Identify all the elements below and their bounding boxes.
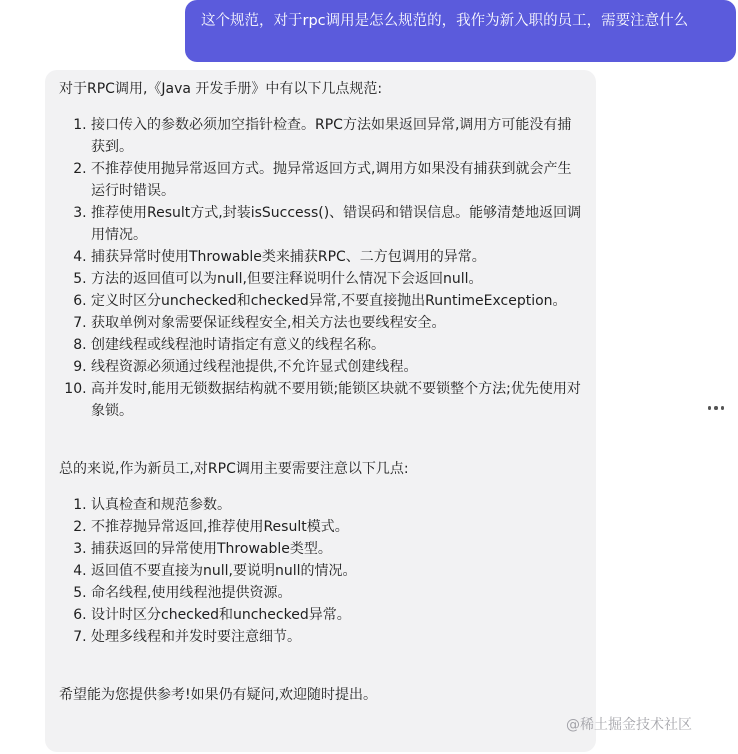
tip-item: 4. 返回值不要直接为null,要说明null的情况。 <box>91 560 582 582</box>
more-dot-icon <box>721 406 725 410</box>
tip-item: 2. 不推荐抛异常返回,推荐使用Result模式。 <box>91 516 582 538</box>
tip-item: 5. 命名线程,使用线程池提供资源。 <box>91 582 582 604</box>
user-message-bubble <box>185 0 736 62</box>
tips-list <box>59 494 582 648</box>
assistant-closing: 希望能为您提供参考!如果仍有疑问,欢迎随时提出。 <box>59 687 378 703</box>
rules-list <box>59 114 582 422</box>
rule-item: 3. 推荐使用Result方式,封装isSuccess()、错误码和错误信息。能够清楚地返回调用情况。 <box>91 202 582 246</box>
assistant-summary: 总的来说,作为新员工,对RPC调用主要需要注意以下几点: <box>59 461 409 477</box>
rule-item: 4. 捕获异常时使用Throwable类来捕获RPC、二方包调用的异常。 <box>91 246 582 268</box>
more-dot-icon <box>714 406 718 410</box>
tip-item: 3. 捕获返回的异常使用Throwable类型。 <box>91 538 582 560</box>
watermark-text: @稀土掘金技术社区 <box>566 717 692 733</box>
rule-item: 6. 定义时区分unchecked和checked异常,不要直接抛出RuntimeException。 <box>91 290 582 312</box>
rule-item: 8. 创建线程或线程池时请指定有意义的线程名称。 <box>91 334 582 356</box>
tip-item: 6. 设计时区分checked和unchecked异常。 <box>91 604 582 626</box>
rule-item: 5. 方法的返回值可以为null,但要注释说明什么情况下会返回null。 <box>91 268 582 290</box>
assistant-intro: 对于RPC调用,《Java 开发手册》中有以下几点规范: <box>59 81 383 97</box>
rule-item: 10. 高并发时,能用无锁数据结构就不要用锁;能锁区块就不要锁整个方法;优先使用对象锁。 <box>91 378 582 422</box>
tip-item: 7. 处理多线程和并发时要注意细节。 <box>91 626 582 648</box>
rule-item: 7. 获取单例对象需要保证线程安全,相关方法也要线程安全。 <box>91 312 582 334</box>
rule-item: 9. 线程资源必须通过线程池提供,不允许显式创建线程。 <box>91 356 582 378</box>
tip-item: 1. 认真检查和规范参数。 <box>91 494 582 516</box>
more-options-button[interactable] <box>704 398 728 418</box>
rule-item: 2. 不推荐使用抛异常返回方式。抛异常返回方式,调用方如果没有捕获到就会产生运行时错误。 <box>91 158 582 202</box>
more-dot-icon <box>708 406 712 410</box>
rule-item: 1. 接口传入的参数必须加空指针检查。RPC方法如果返回异常,调用方可能没有捕获到。 <box>91 114 582 158</box>
watermark <box>566 714 692 734</box>
user-message-text: 这个规范，对于rpc调用是怎么规范的，我作为新入职的员工，需要注意什么 <box>201 13 689 29</box>
assistant-message-bubble <box>45 70 596 752</box>
